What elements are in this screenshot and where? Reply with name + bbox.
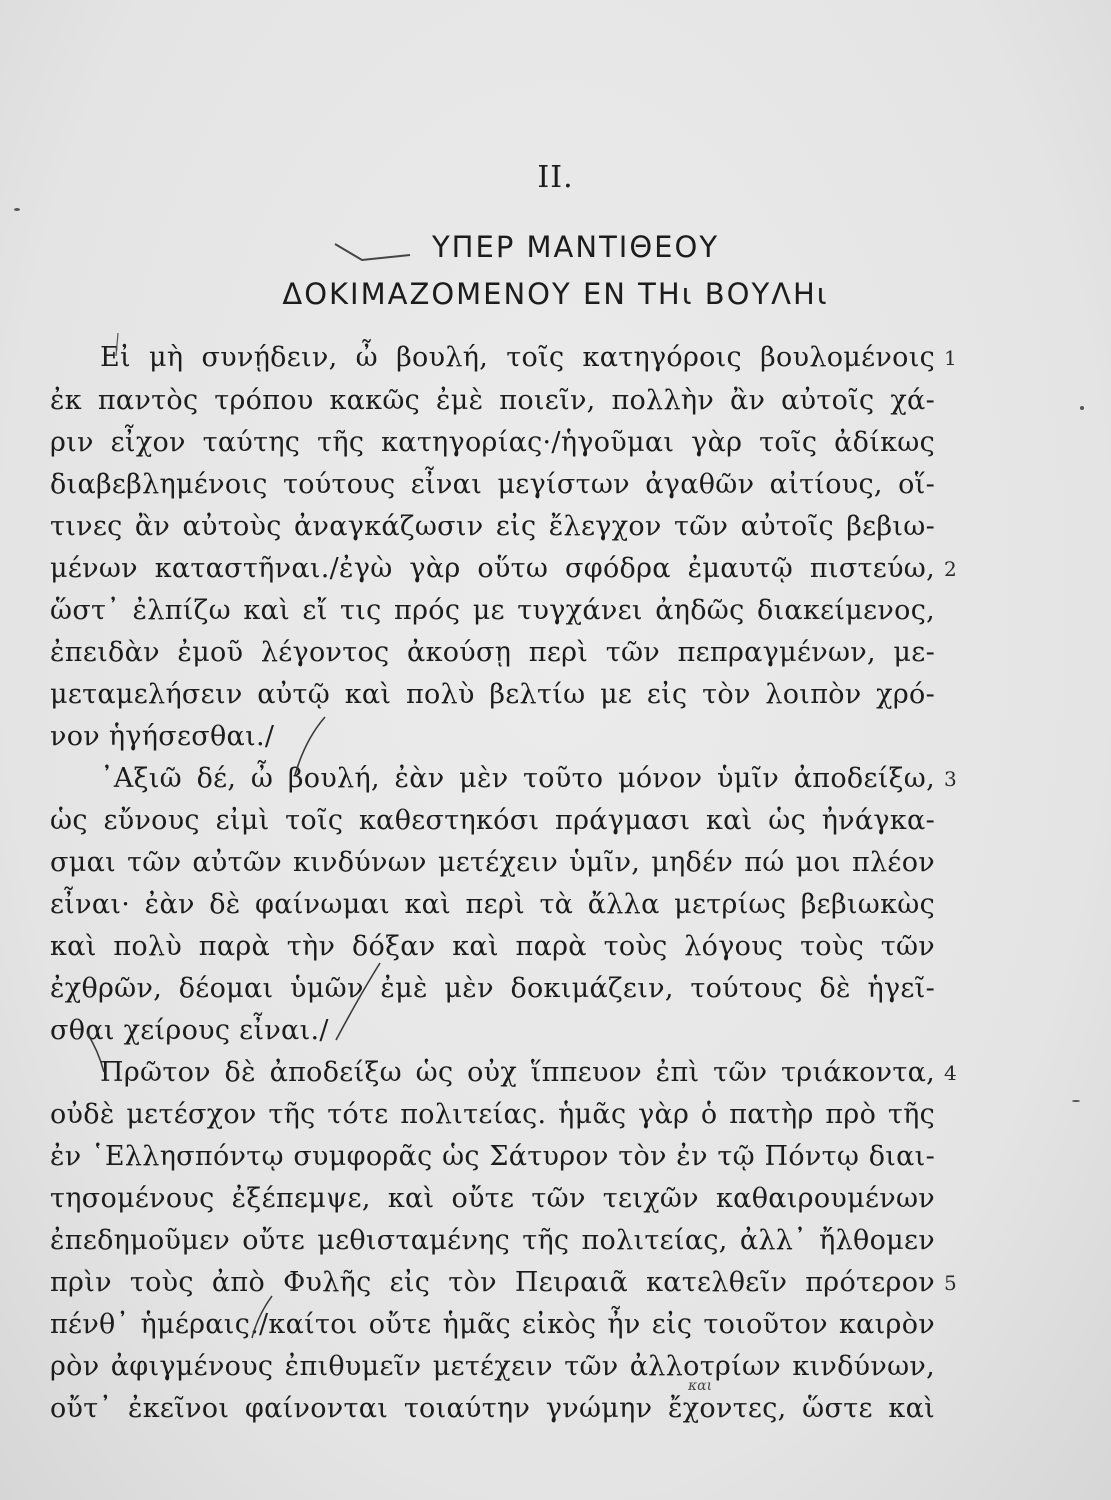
text-line: εἶναι· ἐὰν δὲ φαίνωμαι καὶ περὶ τὰ ἄλλα μετρίως βεβιωκὼς [50,889,935,920]
section-number: 1 [944,346,957,370]
text-line: ὥστ᾿ ἐλπίζω καὶ εἴ τις πρός με τυγχάνει ἀηδῶς διακείμενος, [50,595,935,626]
text-line: πρὶν τοὺς ἀπὸ Φυλῆς εἰς τὸν Πειραιᾶ κατελθεῖν πρότερον [50,1267,935,1298]
section-number: 5 [944,1271,957,1295]
text-line: Πρῶτον δὲ ἀποδείξω ὡς οὐχ ἵππευον ἐπὶ τῶν τριάκοντα, [100,1057,935,1088]
paper-speck [1080,406,1084,410]
paper-speck [14,208,20,211]
chapter-numeral: II. [537,160,574,195]
text-line: σθαι χείρους εἶναι./ [50,1015,329,1046]
text-line: ἐχθρῶν, δέομαι ὑμῶν ἐμὲ μὲν δοκιμάζειν, τούτους δὲ ἡγεῖ- [50,973,935,1004]
text-line: πένθ᾿ ἡμέραις./καίτοι οὔτε ἡμᾶς εἰκὸς ἦν εἰς τοιοῦτον καιρὸν [50,1309,935,1340]
title-line-2: ΔΟΚΙΜΑΖΟΜΕΝΟΥ ΕΝ ΤΗι ΒΟΥΛΗι [282,277,829,311]
text-line: Εἰ μὴ συνῄδειν, ὦ βουλή, τοῖς κατηγόροις βουλομένοις [100,342,935,373]
text-line: μένων καταστῆναι./ἐγὼ γὰρ οὕτω σφόδρα ἐμαυτῷ πιστεύω, [50,553,935,584]
text-line: ᾿Αξιῶ δέ, ὦ βουλή, ἐὰν μὲν τοῦτο μόνον ὑμῖν ἀποδείξω, [100,763,935,794]
text-line: ἐπειδὰν ἐμοῦ λέγοντος ἀκούσῃ περὶ τῶν πεπραγμένων, με- [50,637,935,668]
section-number: 2 [944,557,957,581]
text-line: σμαι τῶν αὐτῶν κινδύνων μετέχειν ὑμῖν, μηδέν πώ μοι πλέον [50,847,935,878]
title-line-1: ΥΠΕΡ ΜΑΝΤΙΘΕΟΥ [431,230,720,264]
paper-speck [1072,1100,1080,1102]
text-line: τινες ἂν αὐτοὺς ἀναγκάζωσιν εἰς ἔλεγχον τῶν αὐτοῖς βεβιω- [50,511,935,542]
handwritten-note: και [688,1378,713,1394]
section-number: 3 [944,767,957,791]
text-line: ἐν ῾Ελλησπόντῳ συμφορᾶς ὡς Σάτυρον τὸν ἐν τῷ Πόντῳ διαι- [50,1141,935,1172]
text-line: οὐδὲ μετέσχον τῆς τότε πολιτείας. ἡμᾶς γὰρ ὁ πατὴρ πρὸ τῆς [50,1099,935,1130]
text-line: ἐκ παντὸς τρόπου κακῶς ἐμὲ ποιεῖν, πολλὴν ἂν αὐτοῖς χά- [50,385,935,416]
section-number: 4 [944,1061,957,1085]
text-line: ρὸν ἀφιγμένους ἐπιθυμεῖν μετέχειν τῶν ἀλλοτρίων κινδύνων, [50,1351,935,1382]
text-line: ριν εἶχον ταύτης τῆς κατηγορίας·/ἡγοῦμαι γὰρ τοῖς ἀδίκως [50,427,935,458]
text-line: διαβεβλημένοις τούτους εἶναι μεγίστων ἀγαθῶν αἰτίους, οἵ- [50,469,935,500]
text-line: καὶ πολὺ παρὰ τὴν δόξαν καὶ παρὰ τοὺς λόγους τοὺς τῶν [50,931,935,962]
text-line: ἐπεδημοῦμεν οὔτε μεθισταμένης τῆς πολιτείας, ἀλλ᾿ ἤλθομεν [50,1225,935,1256]
text-line: ὡς εὔνους εἰμὶ τοῖς καθεστηκόσι πράγμασι καὶ ὡς ἠνάγκα- [50,805,935,836]
text-line: νον ἡγήσεσθαι./ [50,721,275,752]
text-line: οὔτ᾿ ἐκεῖνοι φαίνονται τοιαύτην γνώμην ἔχοντες, ὥστε καὶ [50,1393,935,1424]
text-line: τησομένους ἐξέπεμψε, καὶ οὔτε τῶν τειχῶν καθαιρουμένων [50,1183,935,1214]
text-line: μεταμελήσειν αὐτῷ καὶ πολὺ βελτίω με εἰς τὸν λοιπὸν χρό- [50,679,935,710]
